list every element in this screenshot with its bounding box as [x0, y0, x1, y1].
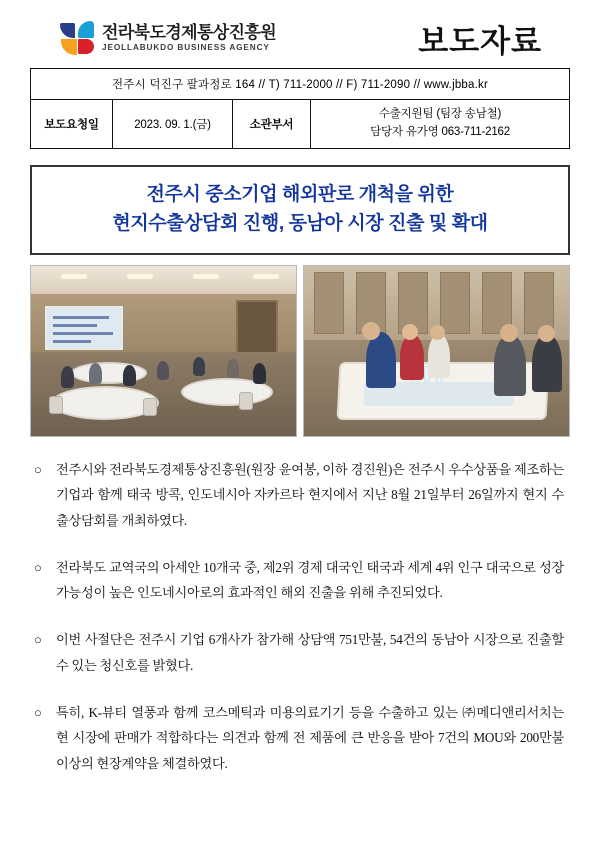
document-type-title: 보도자료	[418, 23, 542, 59]
bullet-icon: ○	[34, 632, 42, 648]
dept-value	[311, 100, 570, 149]
body-paragraph-text: 전라북도 교역국의 아세안 10개국 중, 제2위 경제 대국인 태국과 세계 4위 인구 대국으로 성장가능성이 높은 인도네시아로의 효과적인 해외 진출을 위해 추진되었다.	[56, 559, 564, 601]
address-row	[31, 69, 570, 100]
photo-business-meeting	[303, 265, 570, 437]
bullet-icon: ○	[34, 461, 42, 477]
brand-text	[102, 24, 276, 52]
body-content	[30, 457, 570, 777]
document-header	[30, 8, 570, 68]
dept-label: 소관부서	[233, 100, 311, 149]
body-paragraph-text: 전주시와 전라북도경제통상진흥원(원장 윤여봉, 이하 경진원)은 전주시 우수상품을 제조하는 기업과 함께 태국 방콕, 인도네시아 자카르타 현지에서 지난 8월 21일부터 26일까지 현지 수출상담회를 개최하였다.	[56, 461, 564, 528]
body-paragraph	[34, 555, 564, 606]
photo-seminar-room	[30, 265, 297, 437]
dept-line-2: 담당자 유가영 063-711-2162	[370, 125, 510, 138]
jbba-logo-icon	[60, 21, 94, 55]
headline-line-2: 현지수출상담회 진행, 동남아 시장 진출 및 확대	[112, 213, 488, 235]
body-paragraph	[34, 700, 564, 777]
headline-box	[30, 165, 570, 255]
org-name-kr: 전라북도경제통상진흥원	[102, 22, 277, 42]
address-cell: 전주시 덕진구 팔과정로 164 // T) 711-2000 // F) 711-2090 // www.jbba.kr	[31, 69, 570, 100]
meta-row	[31, 100, 570, 149]
body-paragraph	[34, 457, 564, 534]
request-date-label: 보도요청일	[31, 100, 113, 149]
bullet-icon: ○	[34, 559, 42, 575]
dept-line-1: 수출지원팀 (팀장 송남철)	[378, 108, 502, 120]
document-info-table	[30, 68, 570, 149]
request-date-value: 2023. 09. 1.(금)	[113, 100, 233, 149]
organization-brand	[60, 21, 276, 55]
body-paragraph	[34, 627, 564, 678]
org-name-en: JEOLLABUKDO BUSINESS AGENCY	[102, 42, 270, 52]
headline-line-1: 전주시 중소기업 해외판로 개척을 위한	[146, 183, 454, 205]
body-paragraph-text: 특히, K-뷰티 열풍과 함께 코스메틱과 미용의료기기 등을 수출하고 있는 ㈜메디앤리서치는 현 시장에 판매가 적합하다는 의견과 함께 전 제품에 큰 반응을 받아 7건의 MOU와 200만불 이상의 현장계약을 체결하였다.	[56, 704, 564, 772]
bullet-icon: ○	[34, 704, 42, 720]
photo-row	[30, 265, 570, 437]
body-paragraph-text: 이번 사절단은 전주시 기업 6개사가 참가해 상담액 751만불, 54건의 동남아 시장으로 진출할 수 있는 청신호를 밝혔다.	[56, 632, 564, 673]
